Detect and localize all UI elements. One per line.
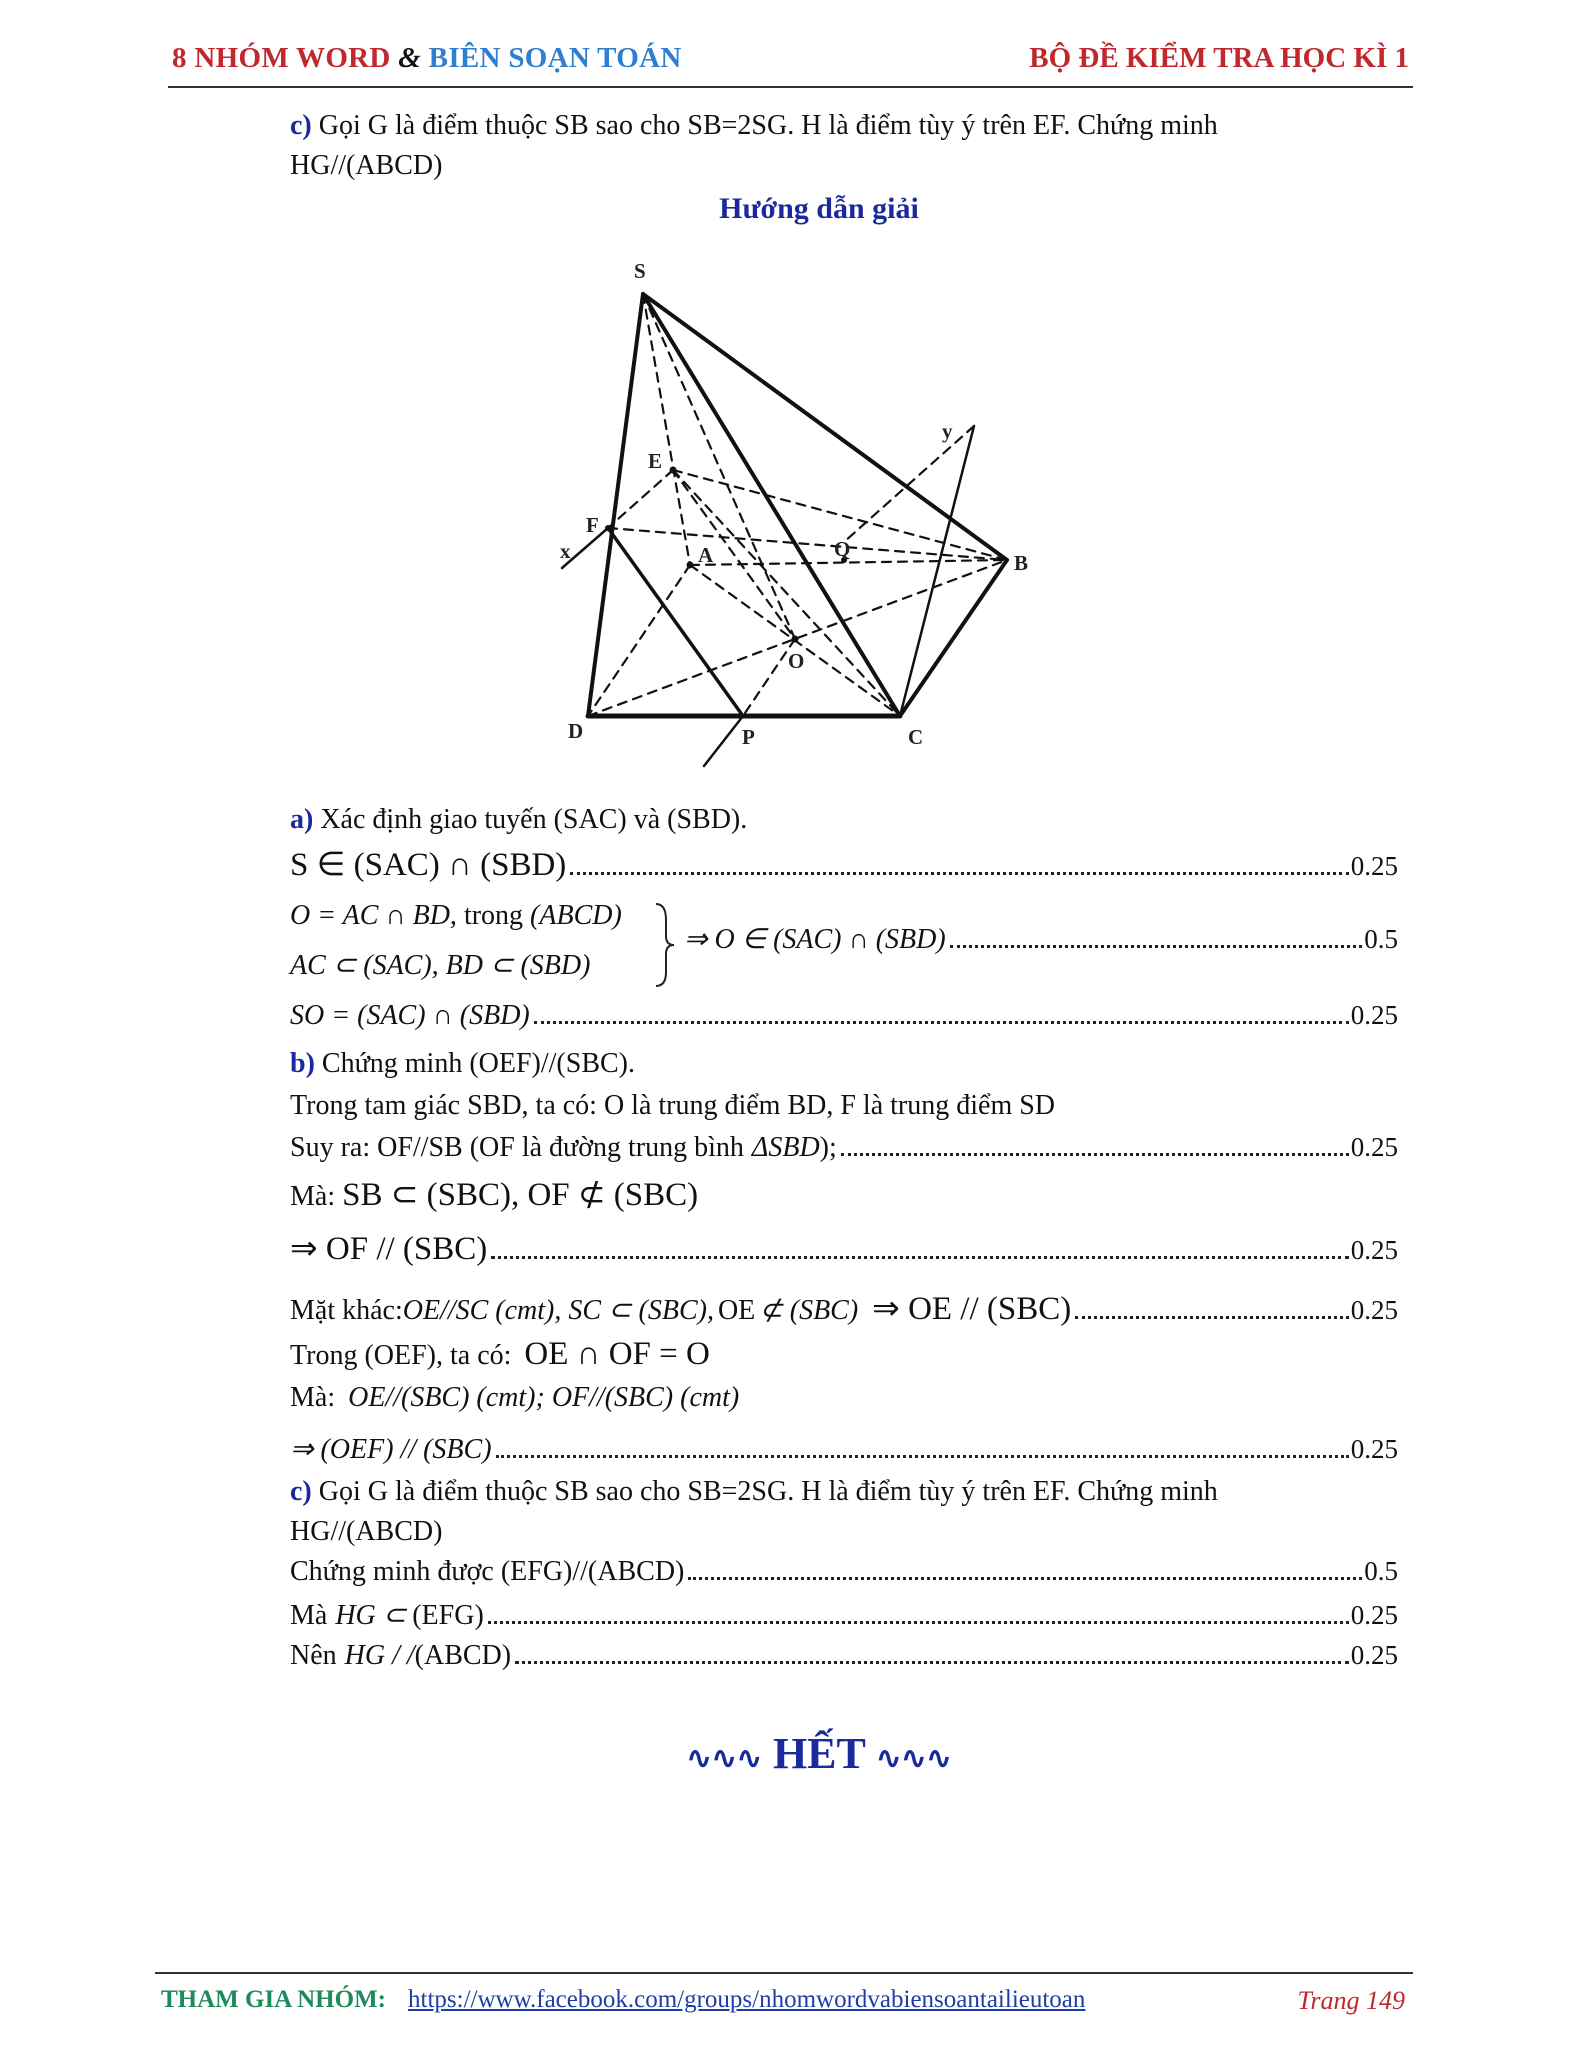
part-c-title: Gọi G là điểm thuộc SB sao cho SB=2SG. H là điểm tùy ý trên EF. Chứng minh bbox=[318, 1476, 1218, 1507]
score: 0.25 bbox=[1350, 1000, 1398, 1030]
question-c-text: Gọi G là điểm thuộc SB sao cho SB=2SG. H là điểm tùy ý trên EF. Chứng minh bbox=[318, 110, 1218, 141]
label-P: P bbox=[742, 725, 755, 749]
pyramid-diagram bbox=[530, 230, 1160, 778]
part-a-math-2a: O = AC ∩ BD, bbox=[290, 900, 457, 931]
label-B: B bbox=[1014, 551, 1029, 575]
page-number: Trang 149 bbox=[1297, 1986, 1405, 2015]
part-b-line-3 bbox=[290, 1174, 698, 1214]
part-a-heading bbox=[290, 804, 747, 836]
label-F: F bbox=[586, 513, 599, 537]
label-C: C bbox=[908, 725, 924, 749]
end-mark bbox=[290, 1728, 1348, 1779]
part-a-system-row-1 bbox=[290, 900, 622, 932]
score: 0.25 bbox=[1350, 1295, 1398, 1325]
pyramid-figure bbox=[530, 230, 1160, 778]
ornament-right-icon: ∿∿∿ bbox=[876, 1742, 952, 1775]
label-D: D bbox=[568, 719, 584, 743]
score: 0.25 bbox=[1350, 1434, 1398, 1464]
footer-label: THAM GIA NHÓM: bbox=[161, 1986, 386, 2013]
part-a-system bbox=[290, 900, 1398, 1000]
part-a-label: a) bbox=[290, 804, 314, 835]
part-b-math-4: ⇒ OF // (SBC) bbox=[290, 1231, 488, 1267]
part-b-line-6 bbox=[290, 1336, 710, 1373]
part-c-text-3: Nên bbox=[290, 1640, 337, 1671]
part-a-math-2b: AC ⊂ (SAC), BD ⊂ (SBD) bbox=[290, 950, 591, 981]
part-b-label: b) bbox=[290, 1048, 315, 1079]
group-logo-icon: 8 bbox=[172, 42, 187, 74]
dot-leader bbox=[688, 1576, 1362, 1580]
part-c-title-2: HG//(ABCD) bbox=[290, 1516, 443, 1547]
score: 0.25 bbox=[1350, 1640, 1398, 1670]
part-a-math-2c: ⇒ O ∈ (SAC) ∩ (SBD) bbox=[684, 924, 946, 955]
part-a-line-1 bbox=[290, 844, 1398, 884]
header-title: BỘ ĐỀ KIỂM TRA HỌC KÌ 1 bbox=[1029, 42, 1409, 74]
label-O: O bbox=[788, 649, 805, 673]
part-b-text-5-oe: OE bbox=[717, 1295, 756, 1326]
part-c-math-2: HG ⊂ bbox=[335, 1600, 407, 1631]
question-c-text-2: HG//(ABCD) bbox=[290, 150, 443, 181]
solution-heading: Hướng dẫn giải bbox=[719, 192, 919, 225]
part-b-math-8: ⇒ (OEF) // (SBC) bbox=[290, 1434, 492, 1465]
header-left bbox=[172, 42, 682, 75]
part-b-math-6: OE ∩ OF = O bbox=[524, 1336, 710, 1372]
header-group-name-2: BIÊN SOẠN TOÁN bbox=[428, 42, 682, 74]
part-b-line-2 bbox=[290, 1132, 1398, 1164]
score: 0.25 bbox=[1350, 1235, 1398, 1265]
part-c-text-2: Mà bbox=[290, 1600, 328, 1631]
part-c-line-3 bbox=[290, 1640, 1398, 1672]
part-b-text-3: Mà: bbox=[290, 1181, 336, 1212]
footer-group-link[interactable]: https://www.facebook.com/groups/nhomwordvabiensoantailieutoan bbox=[408, 1986, 1086, 2013]
label-S: S bbox=[634, 259, 646, 283]
header-ampersand: & bbox=[398, 42, 422, 74]
question-c-label: c) bbox=[290, 110, 312, 141]
label-E: E bbox=[648, 449, 663, 473]
part-b-line-1: Trong tam giác SBD, ta có: O là trung điểm BD, F là trung điểm SD bbox=[290, 1090, 1056, 1121]
part-b-text-2-end: ); bbox=[819, 1132, 837, 1163]
page-footer bbox=[155, 1972, 1413, 2036]
question-c bbox=[290, 110, 1218, 142]
label-y: y bbox=[942, 419, 953, 443]
dot-leader bbox=[488, 1620, 1349, 1624]
score: 0.25 bbox=[1350, 1600, 1398, 1630]
part-b-line-7 bbox=[290, 1382, 739, 1414]
score: 0.5 bbox=[1364, 1556, 1398, 1586]
dot-leader bbox=[1075, 1315, 1348, 1319]
part-b-text-7: Mà: bbox=[290, 1382, 336, 1413]
part-c-text-2-end: (EFG) bbox=[412, 1600, 484, 1631]
part-b-math-7: OE//(SBC) (cmt); OF//(SBC) (cmt) bbox=[348, 1382, 740, 1413]
part-c-math-3: HG / / bbox=[344, 1640, 415, 1671]
part-b-line-8 bbox=[290, 1432, 1398, 1466]
dot-leader bbox=[570, 871, 1348, 875]
part-b-text-6: Trong (OEF), ta có: bbox=[290, 1340, 512, 1371]
ornament-left-icon: ∿∿∿ bbox=[686, 1742, 762, 1775]
part-b-math-5c: ⇒ OE // (SBC) bbox=[872, 1291, 1072, 1327]
part-c-line-2 bbox=[290, 1598, 1398, 1632]
part-b-math-5a: OE//SC (cmt), SC ⊂ (SBC), bbox=[402, 1295, 714, 1326]
dot-leader bbox=[534, 1020, 1349, 1024]
part-b-math-3: SB ⊂ (SBC), OF ⊄ (SBC) bbox=[342, 1177, 699, 1213]
part-b-text-2: Suy ra: OF//SB (OF là đường trung bình bbox=[290, 1132, 744, 1163]
part-c-text-3-end: (ABCD) bbox=[414, 1640, 512, 1671]
part-c-line-1 bbox=[290, 1556, 1398, 1588]
dot-leader bbox=[950, 944, 1363, 948]
part-b-title: Chứng minh (OEF)//(SBC). bbox=[321, 1048, 635, 1079]
part-a-title: Xác định giao tuyến (SAC) và (SBD). bbox=[320, 804, 748, 835]
header-group-name: NHÓM WORD bbox=[194, 42, 391, 74]
part-b-math-5b: ⊄ (SBC) bbox=[759, 1295, 859, 1326]
score: 0.25 bbox=[1350, 851, 1398, 881]
label-Q: Q bbox=[834, 537, 851, 561]
part-b-math-2: ΔSBD bbox=[751, 1132, 820, 1163]
label-A: A bbox=[698, 543, 714, 567]
part-a-math-2a-end: (ABCD) bbox=[530, 900, 622, 931]
part-a-text-trong: trong bbox=[463, 900, 524, 931]
page-header bbox=[168, 40, 1413, 88]
end-text: HẾT bbox=[772, 1729, 866, 1778]
score: 0.25 bbox=[1350, 1132, 1398, 1162]
part-a-system-row-2 bbox=[290, 948, 590, 982]
part-b-line-5 bbox=[290, 1288, 1398, 1328]
part-a-conclusion bbox=[684, 922, 1398, 956]
part-a-line-3 bbox=[290, 1000, 1398, 1032]
part-b-heading bbox=[290, 1048, 635, 1080]
part-a-math-1: S ∈ (SAC) ∩ (SBD) bbox=[290, 847, 567, 883]
part-b-line-4 bbox=[290, 1228, 1398, 1268]
dot-leader bbox=[491, 1255, 1348, 1259]
dot-leader bbox=[496, 1454, 1349, 1458]
part-c-heading bbox=[290, 1476, 1218, 1508]
label-x: x bbox=[560, 539, 571, 563]
brace-icon bbox=[652, 900, 682, 990]
part-c-text-1: Chứng minh được (EFG)//(ABCD) bbox=[290, 1556, 685, 1587]
part-c-label: c) bbox=[290, 1476, 312, 1507]
dot-leader bbox=[515, 1660, 1349, 1664]
part-b-text-5: Mặt khác: bbox=[290, 1295, 403, 1326]
dot-leader bbox=[841, 1152, 1349, 1156]
part-a-math-3: SO = (SAC) ∩ (SBD) bbox=[290, 1000, 530, 1031]
score: 0.5 bbox=[1364, 924, 1398, 954]
